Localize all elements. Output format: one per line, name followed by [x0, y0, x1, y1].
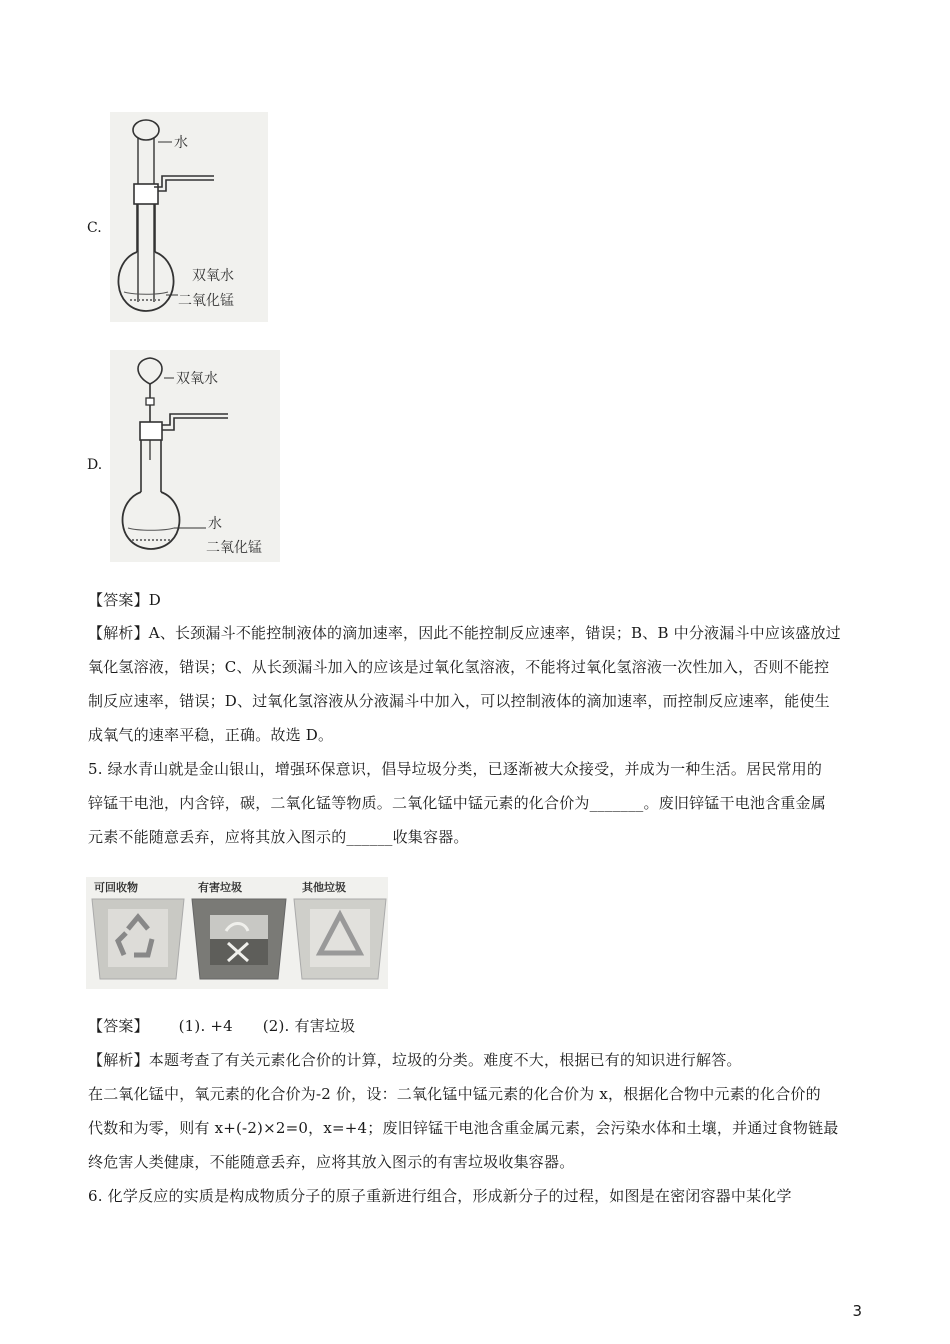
option-c-water-label: 水 [174, 135, 188, 151]
q4-analysis-line-2: 氧化氢溶液，错误；C、从长颈漏斗加入的应该是过氧化氢溶液，不能将过氧化氢溶液一次性加入，否则不能控 [88, 658, 830, 676]
option-d-peroxide-label: 双氧水 [176, 371, 218, 387]
q5-question-line-3: 元素不能随意丢弃，应将其放入图示的______收集容器。 [88, 828, 469, 846]
option-c-apparatus-figure [110, 112, 268, 322]
bin-hazardous-caption: 有害垃圾 [198, 881, 242, 894]
option-d-mno2-label: 二氧化锰 [206, 540, 262, 556]
q5-analysis-line-2: 在二氧化锰中，氧元素的化合价为-2 价，设：二氧化锰中锰元素的化合价为 x，根据化合物中元素的化合价的 [88, 1085, 821, 1103]
q6-question-line-1: 6. 化学反应的实质是构成物质分子的原子重新进行组合，形成新分子的过程，如图是在密闭容器中某化学 [88, 1187, 792, 1205]
q4-analysis-line-1: 【解析】A、长颈漏斗不能控制液体的滴加速率，因此不能控制反应速率，错误；B、B 中分液漏斗中应该盛放过 [88, 624, 841, 642]
bin-other-caption: 其他垃圾 [302, 881, 346, 894]
option-d-apparatus-figure [110, 350, 280, 562]
q5-answer: 【答案】 (1). +4 (2). 有害垃圾 [88, 1017, 356, 1035]
option-d-label: D. [87, 457, 103, 473]
option-c-mno2-label: 二氧化锰 [178, 293, 234, 309]
q5-question-line-2: 锌锰干电池，内含锌，碳，二氧化锰等物质。二氧化锰中锰元素的化合价为_______。废旧锌锰干电池含重金属 [88, 794, 826, 812]
q5-analysis-line-4: 终危害人类健康，不能随意丢弃，应将其放入图示的有害垃圾收集容器。 [88, 1153, 575, 1171]
bin-recyclable-caption: 可回收物 [94, 881, 138, 894]
q4-analysis-line-4: 成氧气的速率平稳，正确。故选 D。 [88, 726, 334, 744]
garbage-bins-figure [86, 877, 388, 989]
q5-question-line-1: 5. 绿水青山就是金山银山，增强环保意识，倡导垃圾分类，已逐渐被大众接受，并成为一种生活。居民常用的 [88, 760, 823, 778]
option-c-label: C. [87, 220, 102, 236]
q5-analysis-line-3: 代数和为零，则有 x+(-2)×2=0，x=+4；废旧锌锰干电池含重金属元素，会污染水体和土壤，并通过食物链最 [88, 1119, 839, 1137]
option-d-water-label: 水 [208, 516, 222, 532]
page-number: 3 [852, 1302, 862, 1320]
q4-answer: 【答案】D [88, 591, 162, 609]
q4-analysis-line-3: 制反应速率，错误；D、过氧化氢溶液从分液漏斗中加入，可以控制液体的滴加速率，而控制反应速率，能使生 [88, 692, 830, 710]
q5-analysis-line-1: 【解析】本题考查了有关元素化合价的计算，垃圾的分类。难度不大，根据已有的知识进行解答。 [88, 1051, 742, 1069]
option-c-peroxide-label: 双氧水 [192, 268, 234, 284]
